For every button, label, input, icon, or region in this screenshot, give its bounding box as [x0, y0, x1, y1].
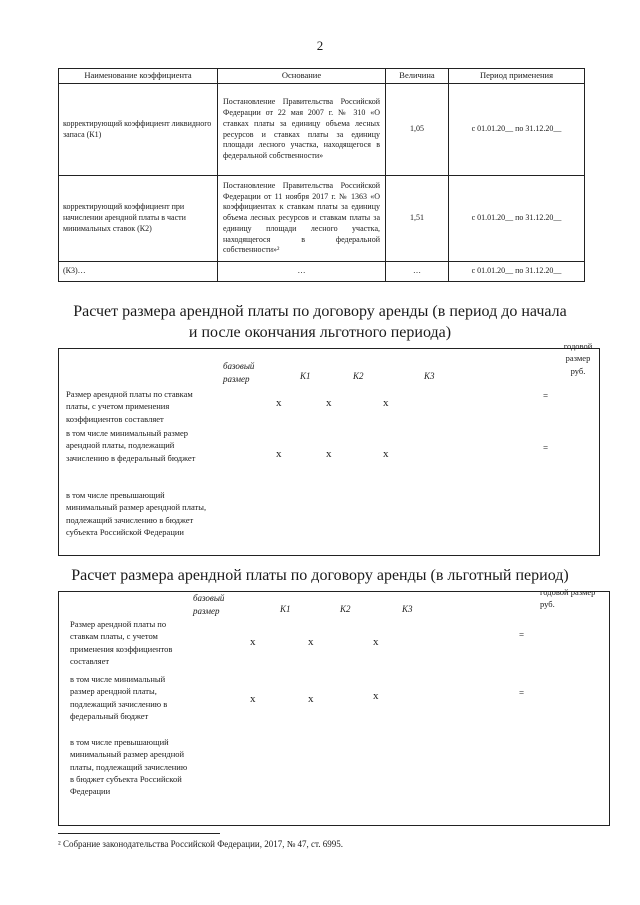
coef-basis: Постановление Правительства Российской Федерации от 22 мая 2007 г. № 310 «О ставках платы за единицу объема лесных ресурсов и ставках платы за единицу площади лесного участка, находящегося в федеральной собственности»: [218, 84, 386, 176]
footnote-divider: [58, 833, 220, 834]
s1-mult-1: х: [276, 397, 282, 409]
s2-mult-3: х: [373, 636, 379, 648]
coef-name: (К3)…: [59, 262, 218, 282]
coef-period: с 01.01.20__ по 31.12.20__: [449, 262, 585, 282]
header-name: Наименование коэффициента: [59, 69, 218, 84]
s2-eq-2: =: [519, 688, 525, 698]
header-basis: Основание: [218, 69, 386, 84]
table-row: [59, 84, 585, 176]
s1-col-annual: годовой размер руб.: [563, 341, 593, 376]
s1-col-k3: К3: [424, 371, 435, 381]
s2-col-base: базовый размер: [193, 593, 225, 616]
s1-mult-3: х: [383, 397, 389, 409]
s2-row-federal: в том числе минимальный размер арендной платы, подлежащий зачислению в федеральный бюджет: [70, 674, 168, 721]
coef-name: корректирующий коэффициент при начислении арендной платы в части минимальных ставок (К2): [59, 176, 218, 262]
s2-row-total: Размер арендной платы по ставкам платы, с учетом применения коэффициентов составляет: [70, 619, 173, 666]
coefficient-table: [58, 68, 585, 282]
footnote: ² Собрание законодательства Российской Федерации, 2017, № 47, ст. 6995.: [58, 839, 344, 849]
s2-mult-1: х: [250, 636, 256, 648]
s1-row-federal: в том числе минимальный размер арендной платы, подлежащий зачислению в федеральный бюджет: [66, 428, 196, 463]
s1-eq-2: =: [543, 443, 549, 453]
coef-name: корректирующий коэффициент ликвидного запаса (К1): [59, 84, 218, 176]
page-number: 2: [316, 38, 324, 53]
s1-col-base: базовый размер: [223, 361, 255, 384]
coef-basis: …: [218, 262, 386, 282]
coef-value: …: [386, 262, 449, 282]
s2-col-annual: годовой размер руб.: [540, 587, 596, 610]
s1-mult-6: х: [383, 448, 389, 460]
table-row: [59, 262, 585, 282]
s1-mult-4: х: [276, 448, 282, 460]
coef-value: 1,51: [386, 176, 449, 262]
s2-col-k1: К1: [280, 604, 291, 614]
section1-title: Расчет размера арендной платы по договору аренды (в период до начала и после окончания льготного периода): [73, 303, 567, 341]
s1-eq-1: =: [543, 391, 549, 401]
s2-col-k3: К3: [402, 604, 413, 614]
s2-mult-6: х: [373, 690, 379, 702]
s2-mult-5: х: [308, 693, 314, 705]
header-period: Период применения: [449, 69, 585, 84]
s2-mult-2: х: [308, 636, 314, 648]
s1-mult-2: х: [326, 397, 332, 409]
s2-eq-1: =: [519, 630, 525, 640]
s1-row-total: Размер арендной платы по ставкам платы, с учетом применения коэффициентов составляет: [66, 389, 193, 424]
s2-row-regional: в том числе превышающий минимальный размер арендной платы, подлежащий зачислению в бюджет субъекта Российской Федерации: [70, 737, 188, 797]
coef-value: 1,05: [386, 84, 449, 176]
section2-title: Расчет размера арендной платы по договору аренды (в льготный период): [71, 567, 569, 584]
coef-period: с 01.01.20__ по 31.12.20__: [449, 84, 585, 176]
s2-col-k2: К2: [340, 604, 351, 614]
s2-mult-4: х: [250, 693, 256, 705]
s1-col-k2: К2: [353, 371, 364, 381]
coef-period: с 01.01.20__ по 31.12.20__: [449, 176, 585, 262]
s1-col-k1: К1: [300, 371, 311, 381]
table-row: [59, 176, 585, 262]
s1-mult-5: х: [326, 448, 332, 460]
header-value: Величина: [386, 69, 449, 84]
coef-basis: Постановление Правительства Российской Федерации от 11 ноября 2017 г. № 1363 «О коэффициентах к ставкам платы за единицу объема лесных ресурсов и ставкам платы за единицу площади лесного участка, находящегося в федеральной собственности»²: [218, 176, 386, 262]
s1-row-regional: в том числе превышающий минимальный размер арендной платы, подлежащий зачислению в бюджет субъекта Российской Федерации: [66, 490, 207, 537]
table-header-row: [59, 69, 585, 84]
